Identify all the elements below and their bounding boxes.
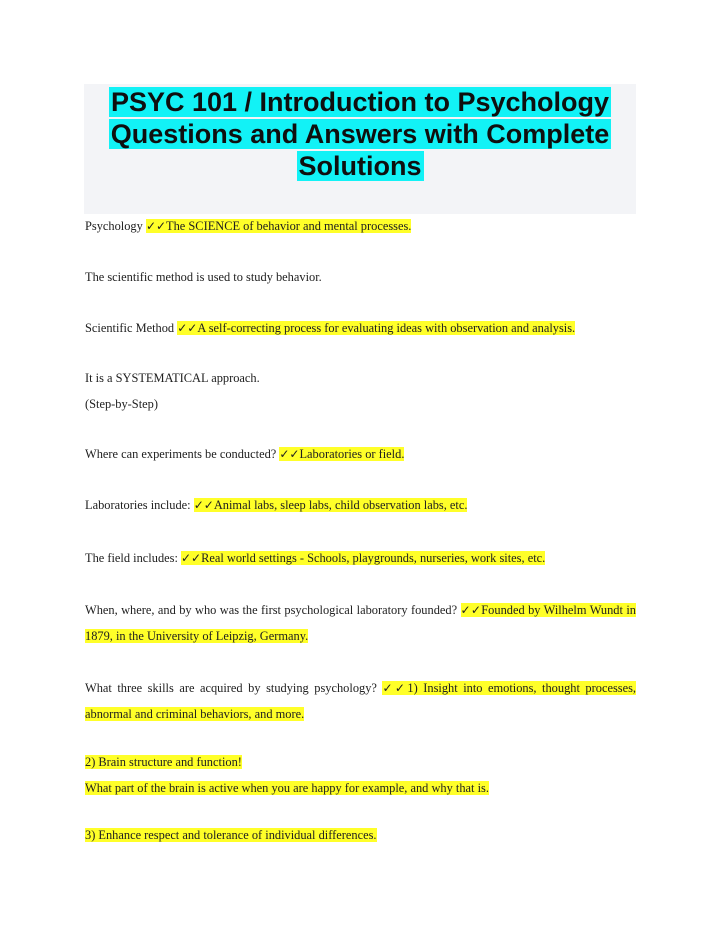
answer-text: What part of the brain is active when you are happy for example, and why that is.: [85, 781, 489, 795]
question-text: Scientific Method: [85, 321, 178, 335]
question-text: Laboratories include:: [85, 498, 194, 512]
answer-text: 1) Insight into emotions, thought processes, abnormal and criminal behaviors, and more.: [85, 681, 637, 721]
title-line-3: Solutions: [298, 151, 422, 181]
qa-item-systematic: [85, 365, 636, 417]
statement-text: (Step-by-Step): [85, 397, 158, 411]
answer-text: 3) Enhance respect and tolerance of individual differences.: [85, 828, 377, 842]
qa-item-first-lab: [85, 597, 636, 649]
answer-text: 2) Brain structure and function!: [85, 755, 242, 769]
question-text: Where can experiments be conducted?: [85, 447, 280, 461]
question-text: The field includes:: [85, 551, 181, 565]
answer-text: Laboratories or field.: [299, 447, 405, 461]
qa-item-laboratories: [85, 492, 636, 518]
title-line-1: PSYC 101 / Introduction to Psychology: [110, 87, 610, 117]
checkmark-icon: ✓✓: [145, 219, 167, 233]
checkmark-icon: ✓✓: [382, 681, 408, 695]
answer-text: Real world settings - Schools, playgrounds, nurseries, work sites, etc.: [201, 551, 546, 565]
qa-item-brain-structure: [85, 749, 636, 801]
question-text: What three skills are acquired by studying psychology?: [85, 681, 383, 695]
answer-text: The SCIENCE of behavior and mental processes.: [166, 219, 412, 233]
checkmark-icon: ✓✓: [181, 551, 202, 565]
title-line-2: Questions and Answers with Complete: [110, 119, 610, 149]
question-text: Psychology: [85, 219, 146, 233]
checkmark-icon: ✓✓: [279, 447, 300, 461]
qa-item-field: [85, 545, 636, 571]
qa-item-three-skills: [85, 675, 636, 727]
checkmark-icon: ✓✓: [177, 321, 198, 335]
qa-item-respect: [85, 822, 636, 848]
checkmark-icon: ✓✓: [460, 603, 482, 617]
qa-item-psychology: [85, 213, 636, 239]
answer-text: A self-correcting process for evaluating ideas with observation and analysis.: [197, 321, 576, 335]
checkmark-icon: ✓✓: [193, 498, 214, 512]
document-title: [84, 86, 636, 182]
answer-text: Founded by Wilhelm Wundt in 1879, in the University of Leipzig, Germany.: [85, 603, 636, 643]
answer-text: Animal labs, sleep labs, child observation labs, etc.: [213, 498, 468, 512]
qa-item-scientific-method-statement: [85, 264, 636, 290]
qa-item-experiments: [85, 441, 636, 467]
question-text: When, where, and by who was the first psychological laboratory founded?: [85, 603, 461, 617]
statement-text: The scientific method is used to study behavior.: [85, 270, 322, 284]
statement-text: It is a SYSTEMATICAL approach.: [85, 371, 260, 385]
qa-item-scientific-method: [85, 315, 636, 341]
